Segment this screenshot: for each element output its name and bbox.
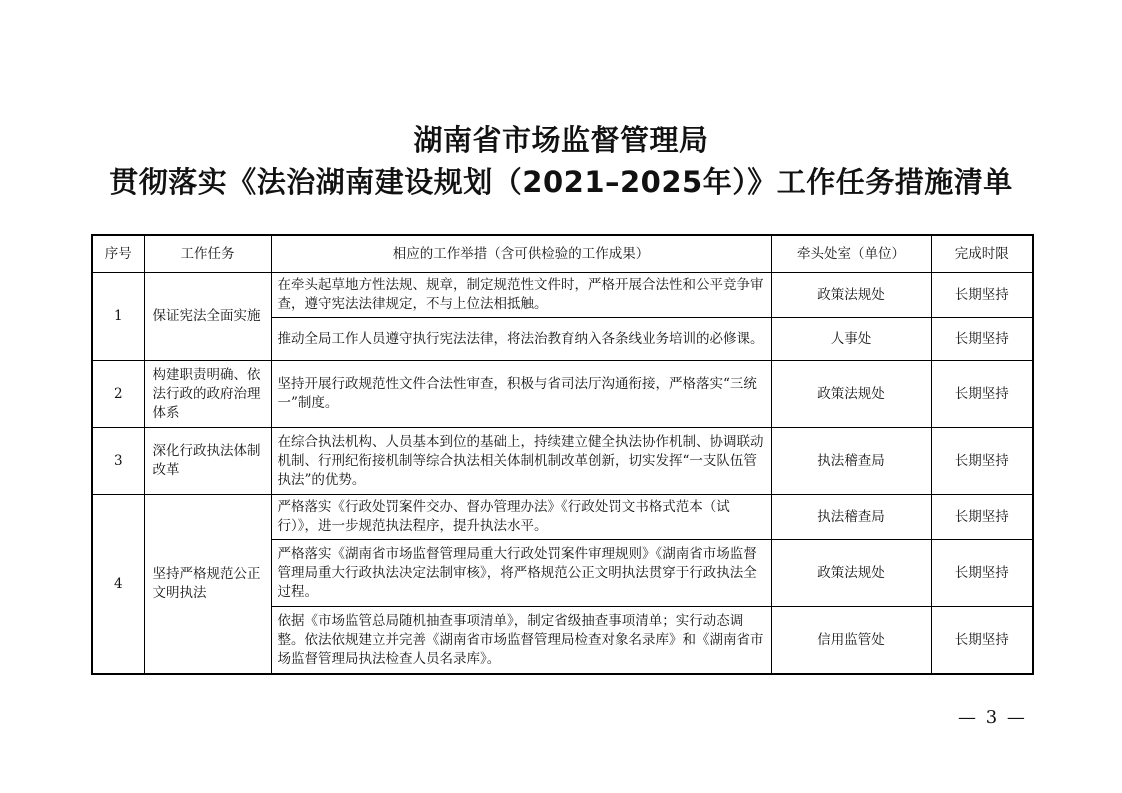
cell-deadline: 长期坚持: [931, 318, 1033, 361]
cell-seq: 2: [92, 361, 144, 428]
cell-task: 深化行政执法体制改革: [144, 428, 271, 495]
table-row: [92, 361, 1033, 428]
cell-seq: 3: [92, 428, 144, 495]
cell-lead: 政策法规处: [771, 273, 931, 318]
cell-deadline: 长期坚持: [931, 273, 1033, 318]
header-seq: 序号: [92, 235, 144, 273]
cell-task: 构建职责明确、依法行政的政府治理体系: [144, 361, 271, 428]
cell-deadline: 长期坚持: [931, 361, 1033, 428]
cell-deadline: 长期坚持: [931, 495, 1033, 540]
cell-measure: 在综合执法机构、人员基本到位的基础上，持续建立健全执法协作机制、协调联动机制、行刑纪衔接机制等综合执法相关体制机制改革创新，切实发挥“一支队伍管执法”的优势。: [271, 428, 771, 495]
document-title-line1: 湖南省市场监督管理局: [413, 123, 709, 157]
cell-task: 保证宪法全面实施: [144, 273, 271, 361]
cell-lead: 政策法规处: [771, 540, 931, 607]
cell-deadline: 长期坚持: [931, 428, 1033, 495]
cell-lead: 执法稽查局: [771, 495, 931, 540]
cell-seq: 4: [92, 495, 144, 675]
cell-lead: 执法稽查局: [771, 428, 931, 495]
table-row: [92, 495, 1033, 540]
cell-measure: 在牵头起草地方性法规、规章，制定规范性文件时，严格开展合法性和公平竞争审查，遵守宪法法律规定，不与上位法相抵触。: [271, 273, 771, 318]
header-lead: 牵头处室（单位）: [771, 235, 931, 273]
cell-seq: 1: [92, 273, 144, 361]
table-row: [92, 273, 1033, 318]
cell-measure: 严格落实《湖南省市场监督管理局重大行政处罚案件审理规则》《湖南省市场监督管理局重大行政执法决定法制审核》，将严格规范公正文明执法贯穿于行政执法全过程。: [271, 540, 771, 607]
document-title-line2: 贯彻落实《法治湖南建设规划（2021–2025年）》工作任务措施清单: [109, 165, 1013, 199]
table-header-row: [92, 235, 1033, 273]
cell-measure: 坚持开展行政规范性文件合法性审查，积极与省司法厅沟通衔接，严格落实“三统一”制度。: [271, 361, 771, 428]
cell-lead: 人事处: [771, 318, 931, 361]
task-measures-table: [91, 234, 1034, 675]
cell-measure: 推动全局工作人员遵守执行宪法法律，将法治教育纳入各条线业务培训的必修课。: [271, 318, 771, 361]
cell-lead: 信用监管处: [771, 607, 931, 675]
cell-deadline: 长期坚持: [931, 607, 1033, 675]
cell-deadline: 长期坚持: [931, 540, 1033, 607]
header-task: 工作任务: [144, 235, 271, 273]
cell-measure: 依据《市场监管总局随机抽查事项清单》，制定省级抽查事项清单；实行动态调整。依法依规建立并完善《湖南省市场监督管理局检查对象名录库》和《湖南省市场监督管理局执法检查人员名录库》。: [271, 607, 771, 675]
cell-task: 坚持严格规范公正文明执法: [144, 495, 271, 675]
header-measures: 相应的工作举措（含可供检验的工作成果）: [271, 235, 771, 273]
page-number: — 3 —: [958, 707, 1027, 728]
table-row: [92, 428, 1033, 495]
cell-measure: 严格落实《行政处罚案件交办、督办管理办法》《行政处罚文书格式范本（试行）》，进一步规范执法程序，提升执法水平。: [271, 495, 771, 540]
header-deadline: 完成时限: [931, 235, 1033, 273]
cell-lead: 政策法规处: [771, 361, 931, 428]
